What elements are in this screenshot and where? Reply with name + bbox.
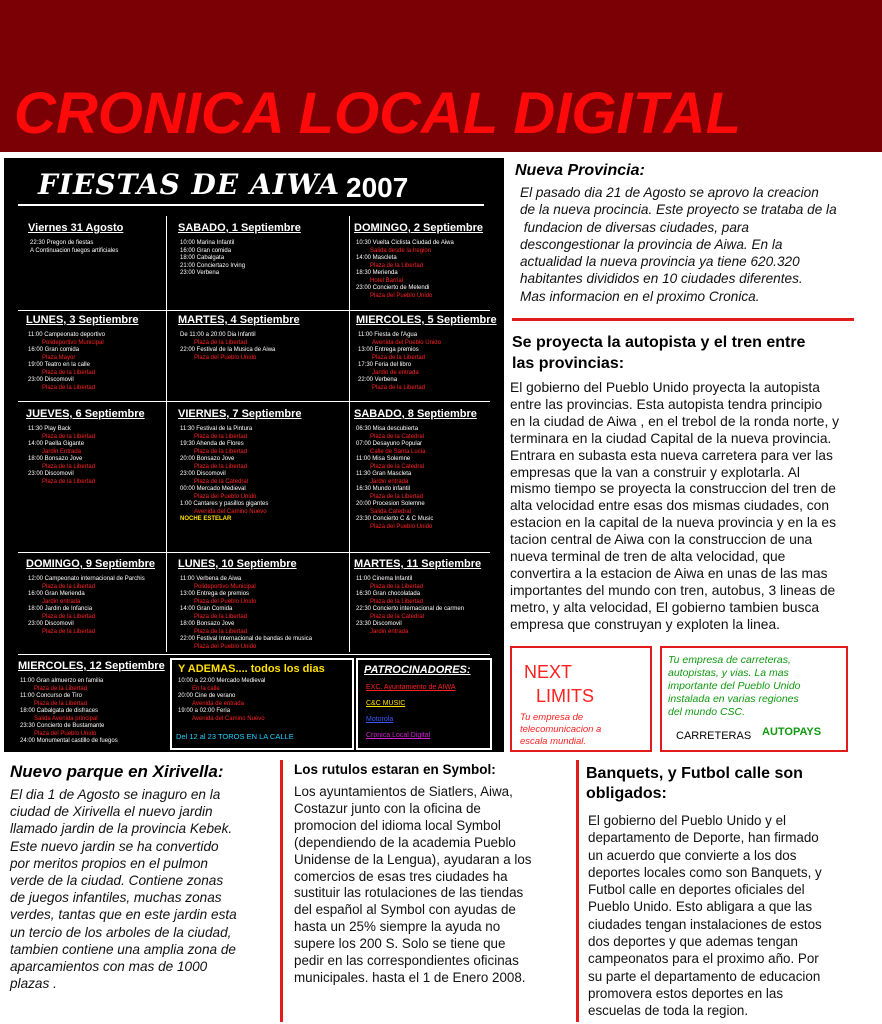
- event-item: 11:00 Fiesta de l'Agua Avenida del Pueblo Unido: [358, 332, 497, 347]
- event-item: 18:00 Bonsazo Jove Plaza de la Libertad: [180, 621, 312, 636]
- symbol-title: Los rutulos estaran en Symbol:: [294, 762, 496, 777]
- text-line: llamado jardin de la provincia Kebek.: [10, 821, 233, 837]
- text-line: Entrara en subasta esta nueva carretera para ver las: [510, 447, 833, 463]
- event-item: 23:00 Discomovil Plaza de la Libertad: [28, 471, 145, 486]
- text-line: campeonatos para el proximo año. Por: [588, 951, 819, 967]
- day-title: MARTES, 11 Septiembre: [354, 558, 482, 570]
- day-cell: [356, 314, 497, 392]
- text-line: de la nueva procincia. Este proyecto se trataba de la: [520, 202, 837, 218]
- event-item: 14:00 Paella Gigante Jardin Entrada: [28, 441, 145, 456]
- text-line: del mundo CSC.: [668, 706, 746, 718]
- text-line: aparcamientos con mas de 1000: [10, 959, 208, 975]
- text-line: estacion en la capital de la nueva provincia y en la es: [510, 515, 836, 531]
- event-location: Plaza de la Libertad: [370, 583, 424, 590]
- event-location: Plaza del Pueblo Unido: [194, 354, 257, 361]
- sponsor-item: EXC. Ayuntamiento de AIWA: [366, 684, 456, 691]
- carreteras-ad[interactable]: [660, 646, 848, 752]
- poster-rule: [18, 204, 484, 206]
- day-title: LUNES, 3 Septiembre: [26, 314, 139, 326]
- text-line: tambien contiene una amplia zona de: [10, 941, 236, 957]
- event-location: Plaza del Pueblo Unido: [194, 493, 257, 500]
- day-title: DOMINGO, 9 Septiembre: [26, 558, 155, 570]
- event-item: 11:30 Play Back Plaza de la Libertad: [28, 426, 145, 441]
- event-item: 07:00 Desayuno Popular Calle de Santa Lucia: [356, 441, 477, 456]
- title-line: las provincias:: [512, 355, 625, 372]
- event-item: 18:00 Bonsazo Jove Plaza de la Libertad: [28, 456, 145, 471]
- text-line: un tercio de los arboles de la ciudad,: [10, 924, 232, 940]
- symbol-body: [294, 784, 576, 987]
- text-line: Unidense de la Lengua), ayudaran a los: [294, 851, 532, 867]
- grid-line: [18, 552, 490, 553]
- event-item: 20:00 Bonsazo Jove Plaza de la Libertad: [180, 456, 302, 471]
- next-limits-ad[interactable]: [510, 646, 652, 752]
- masthead-title: CRONICA LOCAL DIGITAL: [14, 81, 742, 146]
- event-location: Plaza de la Libertad: [34, 700, 88, 707]
- event-location: Plaza de la Libertad: [194, 339, 248, 346]
- event-location: Plaza de la Libertad: [42, 384, 96, 391]
- text-line: El dia 1 de Agosto se inaguro en la: [10, 787, 221, 802]
- banquets-title: [586, 764, 876, 804]
- banquets-body: [588, 812, 878, 1020]
- event-item: 11:00 Misa Solemne Plaza de la Catedral: [356, 456, 477, 471]
- event-item: 12:00 Campeonato internacional de Parchis Plaza de la Libertad: [28, 576, 155, 591]
- grid-line: [166, 216, 167, 652]
- event-location: Plaza de la Libertad: [194, 448, 248, 455]
- event-location: Plaza de la Libertad: [370, 598, 424, 605]
- event-item: 23:30 Concierto C & C Music Plaza del Pueblo Unido: [356, 516, 477, 531]
- event-item: A Continuacion fuegos artificiales: [30, 247, 119, 254]
- poster-year: 2007: [346, 172, 409, 203]
- text-line: departamento de Deporte, han firmado: [588, 830, 819, 846]
- autopays-brand: AUTOPAYS: [762, 726, 822, 738]
- event-location: Jardin entrada: [370, 628, 409, 635]
- event-item: 18:30 Merienda Hotel Barrial: [356, 270, 483, 285]
- event-item: 11:00 Gran almuerzo en familia Plaza de la Libertad: [20, 678, 165, 693]
- text-line: Los ayuntamientos de Siatlers, Aiwa,: [294, 784, 513, 799]
- event-location: Plaza de la Libertad: [370, 262, 424, 269]
- text-line: escuelas de toda la region.: [588, 1003, 749, 1019]
- text-line: importante del Pueblo Unido: [668, 680, 801, 692]
- text-line: supere los 200 S. Solo se tiene que: [294, 936, 506, 952]
- text-line: hasta un 25% siempre la ayuda no: [294, 919, 501, 935]
- event-item: 11:30 Festival de la Pintura Plaza de la Libertad: [180, 426, 302, 441]
- event-location: Jardin de entrada: [372, 369, 419, 376]
- text-line: promovera estos deportes en las: [588, 985, 784, 1001]
- text-line: descongestionar la provincia de Aiwa. En la: [520, 236, 783, 252]
- text-line: Costazur junto con la oficina de: [294, 800, 481, 816]
- day-title: DOMINGO, 2 Septiembre: [354, 222, 483, 234]
- text-line: autopistas, y vias. La mas: [668, 667, 789, 679]
- sponsor-list: [366, 684, 456, 748]
- event-item: 18:00 Jardin de Infancia Plaza de la Libertad: [28, 606, 155, 621]
- ademas-event: 20:00 Cine de verano Avenida de entrada: [178, 693, 244, 707]
- text-line: convertira a la estacion de Aiwa en unas de las mas: [510, 565, 828, 581]
- event-location: Hotel Barrial: [370, 277, 404, 284]
- event-item: 23:00 Verbena: [180, 270, 220, 276]
- text-line: importantes del mundo con tren, autobus, 3 lineas de: [510, 582, 836, 598]
- event-item: 13:00 Entrega de premios Plaza del Pueblo Unido: [180, 591, 312, 606]
- text-line: verdes, tantas que en este jardin esta: [10, 907, 237, 923]
- text-line: sustituir las rotulaciones de las tiendas: [294, 885, 524, 901]
- text-line: El gobierno del Pueblo Unido proyecta la autopista: [510, 380, 820, 395]
- text-line: entre las provincias. Esta autopista tendra principio: [510, 396, 823, 412]
- event-item: 22:00 Verbena Plaza de la Libertad: [358, 377, 497, 392]
- event-item: 16:30 Mundo infantil Plaza de la Libertad: [356, 486, 477, 501]
- autopista-title: [512, 332, 872, 374]
- text-line: habitantes divididos en 10 ciudades diferentes.: [520, 271, 803, 287]
- next-limits-tagline: [520, 712, 601, 748]
- event-location: Plaza del Pueblo Unido: [370, 292, 433, 299]
- event-location: Plaza de la Libertad: [372, 354, 426, 361]
- carreteras-brand: CARRETERAS: [676, 730, 752, 742]
- text-line: deportes locales como son Banquets, y: [588, 864, 822, 880]
- event-location: Plaza de la Libertad: [42, 369, 96, 376]
- text-line: mismo tiempo se proyecta la construccion del tren de: [510, 481, 836, 497]
- event-item: 23:30 Concierto de Bustamante Plaza del Pueblo Unido: [20, 723, 165, 738]
- event-item: 17:30 Feria del libro Jardin de entrada: [358, 362, 497, 377]
- text-line: Pueblo Unido. Esto abligara a que las: [588, 899, 813, 915]
- event-location: Plaza de la Catedral: [370, 433, 425, 440]
- text-line: de juegos infantiles, muchas zonas: [10, 890, 222, 906]
- day-title: MIERCOLES, 12 Septiembre: [18, 660, 165, 672]
- text-line: escala mundial.: [520, 736, 587, 747]
- text-line: actualidad la nueva provincia ya tiene 620.320: [520, 254, 800, 270]
- sponsors-title: PATROCINADORES:: [364, 664, 471, 676]
- event-item: 06:30 Misa descubierta Plaza de la Catedral: [356, 426, 477, 441]
- event-item: 16:00 Gran Merienda Jardin entrada: [28, 591, 155, 606]
- day-title: LUNES, 10 Septiembre: [178, 558, 297, 570]
- event-location: Avenida del Camino Nuevo: [194, 508, 267, 515]
- day-title: SABADO, 1 Septiembre: [178, 222, 301, 234]
- event-location: Polideportivo Municipal: [194, 583, 256, 590]
- text-line: Futbol calle en deportes oficiales del: [588, 882, 805, 898]
- text-line: Este nuevo jardin se ha convertido: [10, 838, 219, 854]
- poster-title: FIESTAS DE AIWA: [38, 168, 341, 201]
- day-cell: [178, 408, 302, 524]
- day-cell: [26, 558, 155, 636]
- text-line: nueva terminal de tren de alta velocidad, que: [510, 549, 786, 565]
- event-location: Jardin entrada: [42, 598, 81, 605]
- event-item: 20:00 Procesion Solemne Salida Catedral: [356, 501, 477, 516]
- text-line: promocion del idioma local Symbol: [294, 817, 501, 833]
- event-location: Plaza de la Libertad: [194, 433, 248, 440]
- text-line: plazas .: [10, 976, 57, 992]
- event-location: Plaza de la Libertad: [194, 463, 248, 470]
- text-line: comercios de esas tres ciudades ha: [294, 868, 508, 884]
- text-line: alta velocidad entre esas dos mismas ciudades, con: [510, 498, 830, 514]
- text-line: verde de la ciudad. Contiene zonas: [10, 873, 224, 889]
- day-cell: [26, 314, 138, 392]
- event-location: Plaza de la Catedral: [370, 463, 425, 470]
- event-item: 23:00 Discomovil Plaza de la Libertad: [28, 377, 138, 392]
- ademas-event: 10:00 a 22:00 Mercado Medieval En la calle: [178, 678, 266, 692]
- text-line: El pasado dia 21 de Agosto se aprovo la creacion: [520, 185, 819, 200]
- event-location: Plaza Mayor: [42, 354, 76, 361]
- day-title: VIERNES, 7 Septiembre: [178, 408, 302, 420]
- event-location: Plaza del Pueblo Unido: [194, 598, 257, 605]
- event-item: 14:00 Mascleta Plaza de la Libertad: [356, 255, 483, 270]
- day-cell: [18, 660, 165, 746]
- day-title: MARTES, 4 Septiembre: [178, 314, 300, 326]
- text-line: Tu empresa de: [520, 712, 584, 723]
- next-limits-line1: NEXT: [524, 662, 573, 682]
- event-item: 23:30 Discomovil Jardin entrada: [356, 621, 481, 636]
- event-item: 21:00 Conciertazo Irving: [180, 262, 246, 269]
- text-line: El gobierno del Pueblo Unido y el: [588, 813, 787, 828]
- event-item: 11:00 Campeonato deportivo Polideportivo Municipal: [28, 332, 138, 347]
- event-item: 16:30 Gran chocolatada Plaza de la Libertad: [356, 591, 481, 606]
- event-location: Plaza del Pueblo Unido: [370, 523, 433, 530]
- event-item: 24:00 Monumental castillo de fuegos: [20, 738, 118, 744]
- event-location: Salida Catedral: [370, 508, 412, 515]
- event-item: 11:00 Verbena de Aiwa Polideportivo Municipal: [180, 576, 312, 591]
- title-line: Se proyecta la autopista y el tren entre: [512, 334, 806, 351]
- ademas-events: [178, 678, 265, 723]
- event-item: De 11:00 a 20:00 Dia Infantil Plaza de la Libertad: [180, 332, 300, 347]
- nueva-provincia-body: [520, 184, 875, 305]
- event-location: Plaza del Pueblo Unido: [194, 643, 257, 650]
- event-item: 10:30 Vuelta Ciclista Ciudad de Aiwa Salida desde la Iregion: [356, 240, 483, 255]
- event-location: Plaza de la Libertad: [42, 628, 96, 635]
- event-item: 19:00 Teatro en la calle Plaza de la Libertad: [28, 362, 138, 377]
- day-cell: [178, 558, 312, 651]
- event-item: 23:00 Discomovil Plaza de la Libertad: [28, 621, 155, 636]
- event-location: Calle de Santa Lucia: [370, 448, 426, 455]
- text-line: municipales. hasta el 1 de Enero 2008.: [294, 969, 526, 985]
- text-line: Tu empresa de carreteras,: [668, 654, 791, 666]
- text-line: su parte el departamento de educacion: [588, 968, 821, 984]
- text-line: por meritos propios en el pulmon: [10, 855, 208, 871]
- event-location: Plaza de la Catedral: [194, 478, 249, 485]
- event-item: 11:00 Cinema Infantil Plaza de la Libertad: [356, 576, 481, 591]
- event-item: 23:00 Discomovil Plaza de la Catedral: [180, 471, 302, 486]
- text-line: tacion central de Aiwa con la construccion de una: [510, 532, 813, 548]
- text-line: pedir en las correspondientes oficinas: [294, 953, 519, 969]
- text-line: terminara en la ciudad Capital de la nueva provincia.: [510, 430, 832, 446]
- text-line: instalada en varias regiones: [668, 693, 799, 705]
- event-location: Plaza de la Catedral: [370, 613, 425, 620]
- event-location: Plaza de la Libertad: [372, 384, 426, 391]
- text-line: en la ciudad de Aiwa , en el trebol de la ronda norte, y: [510, 413, 840, 429]
- event-location: Plaza de la Libertad: [42, 478, 96, 485]
- toros-line: Del 12 al 23 TOROS EN LA CALLE: [176, 732, 294, 741]
- event-item: NOCHE ESTELAR: [180, 516, 232, 522]
- section-divider: [512, 318, 854, 321]
- sponsor-item: C&C MUSIC: [366, 700, 406, 707]
- event-item: 11:00 Concurso de Tiro Plaza de la Libertad: [20, 693, 165, 708]
- xirivella-title: Nuevo parque en Xirivella:: [10, 762, 224, 781]
- event-item: 22:30 Concierto internacional de carmen Plaza de la Catedral: [356, 606, 481, 621]
- day-title: SABADO, 8 Septiembre: [354, 408, 477, 420]
- text-line: del español al Symbol con ayudas de: [294, 902, 516, 918]
- ademas-title: Y ADEMAS.... todos los dias: [178, 663, 325, 675]
- event-location: Jardin entrada: [370, 478, 409, 485]
- text-line: Mas informacion en el proximo Cronica.: [520, 288, 760, 304]
- event-location: Avenida del Pueblo Unido: [372, 339, 441, 346]
- text-line: ciudades tengan instalaciones de estos: [588, 916, 822, 932]
- text-line: dos deportes y que ademas tengan: [588, 934, 798, 950]
- autopista-body: [510, 380, 882, 634]
- event-location: Jardin Entrada: [42, 448, 82, 455]
- day-cell: [178, 314, 300, 362]
- title-line: obligados:: [586, 785, 667, 802]
- event-item: 22:00 Festival de la Musica de Aiwa Plaza del Pueblo Unido: [180, 347, 300, 362]
- day-title: Viernes 31 Agosto: [28, 222, 124, 234]
- day-cell: [178, 222, 301, 278]
- carreteras-text: [668, 654, 801, 719]
- event-item: 00:00 Mercado Medieval Plaza del Pueblo Unido: [180, 486, 302, 501]
- column-divider: [576, 760, 579, 1022]
- event-location: Plaza de la Libertad: [42, 613, 96, 620]
- event-item: 18:00 Cabalgata de disfraces Salida Avenida principal: [20, 708, 165, 723]
- text-line: un acuerdo que convierte a los dos: [588, 847, 797, 863]
- day-cell: [354, 408, 477, 531]
- day-title: JUEVES, 6 Septiembre: [26, 408, 145, 420]
- xirivella-body: [10, 786, 276, 992]
- ademas-event: 19:00 a 02:00 Feria Avenida del Camino Nuevo: [178, 708, 265, 722]
- text-line: empresas que la van a construir y explotarla. Al: [510, 464, 800, 480]
- event-location: Polideportivo Municipal: [42, 339, 104, 346]
- event-item: 19:30 Ahenda de Flores Plaza de la Libertad: [180, 441, 302, 456]
- nueva-provincia-title: Nueva Provincia:: [515, 162, 645, 179]
- grid-line: [18, 310, 490, 311]
- day-title: MIERCOLES, 5 Septiembre: [356, 314, 497, 326]
- event-item: 16:00 Gran comida Plaza Mayor: [28, 347, 138, 362]
- event-location: Plaza de la Libertad: [370, 493, 424, 500]
- event-item: 22:00 Festival Internacional de bandas de musica Plaza del Pueblo Unido: [180, 636, 313, 650]
- event-location: Plaza de la Libertad: [34, 685, 88, 692]
- event-item: 16:00 Gran comida: [180, 247, 232, 254]
- event-location: Plaza de la Libertad: [42, 433, 96, 440]
- grid-line: [18, 654, 490, 655]
- event-item: 13:00 Entrega premios Plaza de la Libertad: [358, 347, 497, 362]
- event-item: 10:00 Marina Infantil: [180, 240, 235, 246]
- day-cell: [26, 408, 145, 486]
- event-location: Plaza de la Libertad: [42, 463, 96, 470]
- sponsor-item: Cronica Local Digital: [366, 732, 431, 739]
- text-line: telecomunicacion a: [520, 724, 602, 735]
- event-location: Salida Avenida principal: [34, 715, 98, 722]
- event-item: 18:00 Cabalgata: [180, 255, 225, 261]
- event-item: 14:00 Gran Comida Plaza de la Libertad: [180, 606, 312, 621]
- next-limits-line2: LIMITS: [536, 686, 595, 706]
- grid-line: [349, 216, 350, 652]
- sponsors-box: [356, 658, 492, 750]
- event-item: 22:30 Pregon de fiestas: [30, 240, 94, 246]
- event-item: 1:00 Cantares y pasillos gigantes Avenida del Camino Nuevo: [180, 501, 302, 516]
- title-line: Banquets, y Futbol calle son: [586, 765, 803, 782]
- fiestas-poster: [4, 158, 504, 752]
- event-item: 23:00 Concierto de Melendi Plaza del Pueblo Unido: [356, 285, 483, 300]
- grid-line: [18, 401, 490, 402]
- day-cell: [354, 222, 483, 300]
- text-line: ciudad de Xirivella el nuevo jardin: [10, 804, 213, 820]
- ademas-box: [170, 658, 354, 750]
- text-line: fundacion de diversas ciudades, para: [520, 219, 749, 235]
- day-cell: [354, 558, 481, 636]
- day-cell: [28, 222, 123, 255]
- event-item: 11:30 Gran Mascleta Jardin entrada: [356, 471, 477, 486]
- event-location: Salida desde la Iregion: [370, 247, 432, 254]
- column-divider: [280, 760, 283, 1022]
- event-location: Plaza de la Libertad: [194, 613, 248, 620]
- event-location: Plaza de la Libertad: [42, 583, 96, 590]
- text-line: (dependiendo de la academia Pueblo: [294, 834, 516, 850]
- sponsor-item: Motorola: [366, 716, 394, 723]
- text-line: empresa que construyan y exploten la linea.: [510, 616, 780, 632]
- event-location: Plaza de la Libertad: [194, 628, 248, 635]
- text-line: metro, y alta velocidad, El gobierno tambien busca: [510, 599, 820, 615]
- event-location: Plaza del Pueblo Unido: [34, 730, 97, 737]
